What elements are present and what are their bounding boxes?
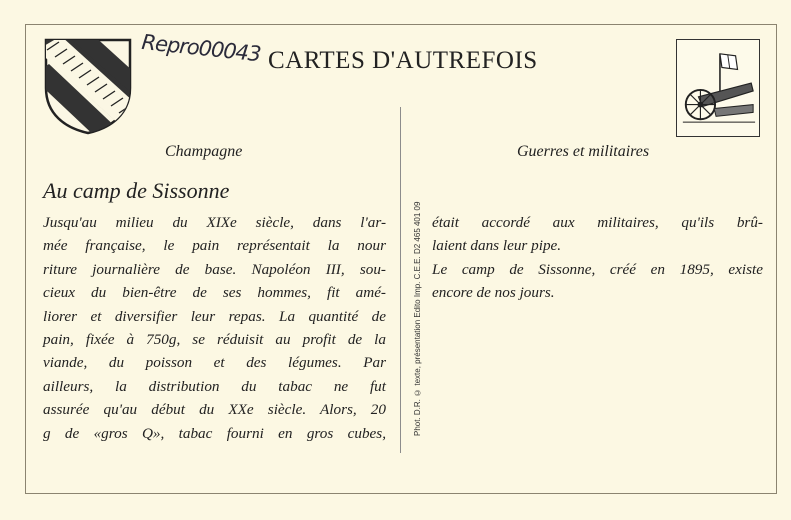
text-line: pain, fixée à 750g, se réduisit au profit de la <box>43 331 386 349</box>
text-line: Le camp de Sissonne, créé en 1895, existe <box>432 260 763 278</box>
series-title: CARTES D'AUTREFOIS <box>268 47 538 74</box>
cannon-illustration-icon <box>676 39 760 137</box>
description-left-column <box>43 211 386 445</box>
vertical-divider <box>400 107 401 453</box>
card-title: Au camp de Sissonne <box>43 178 230 203</box>
handwritten-reference: Repro00043 <box>140 30 262 67</box>
text-line: riture journalière de base. Napoléon III, sou- <box>43 260 386 278</box>
text-line: assurée qu'au début du XXe siècle. Alors, 20 <box>43 401 386 419</box>
text-line: liorer et diversifier leur repas. La quantité de <box>43 307 386 325</box>
text-line: Jusqu'au milieu du XIXe siècle, dans l'ar- <box>43 214 386 231</box>
text-line: encore de nos jours. <box>432 284 555 302</box>
text-line: était accordé aux militaires, qu'ils brû- <box>432 214 763 231</box>
coat-of-arms-icon <box>41 36 135 136</box>
description-right-column <box>432 211 763 305</box>
photo-credit: Phot. D.R. © texte, présentation Edito Imp. C.E.E. D2 465 401 09 <box>413 201 422 436</box>
text-line: g de «gros Q», tabac fourni en gros cubes, <box>43 424 386 442</box>
text-line: mée française, le pain représentait la nour <box>43 237 386 255</box>
text-line: laient dans leur pipe. <box>432 237 562 255</box>
text-line: ailleurs, la distribution du tabac ne fut <box>43 377 386 395</box>
region-label: Champagne <box>165 143 243 160</box>
text-line: cieux du bien-être de ses hommes, fit amé- <box>43 284 386 302</box>
text-line: viande, du poisson et des légumes. Par <box>43 354 386 372</box>
theme-label: Guerres et militaires <box>517 143 650 160</box>
